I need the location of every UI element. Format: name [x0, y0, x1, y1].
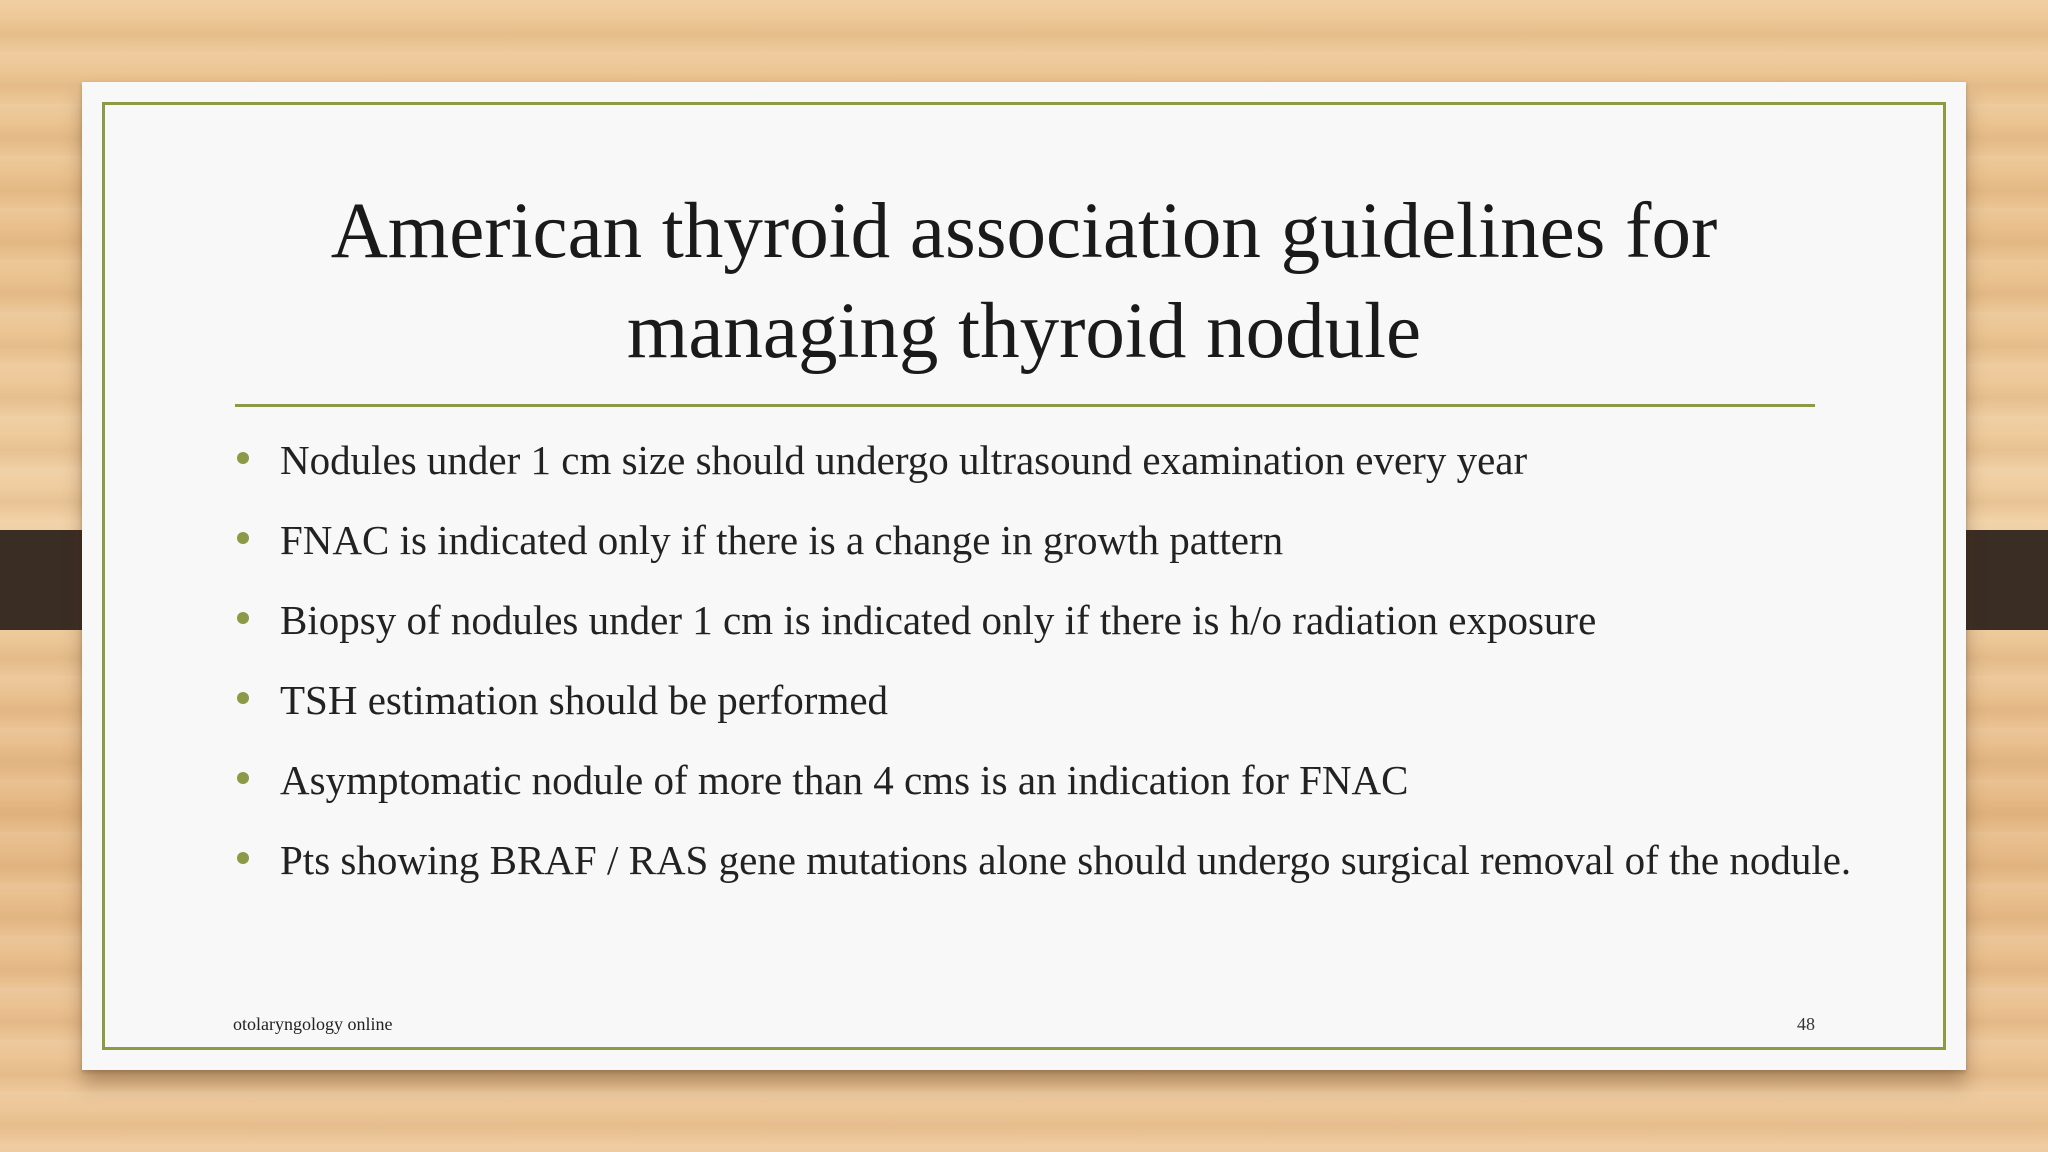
bullet-text: FNAC is indicated only if there is a change in growth pattern: [280, 517, 1284, 563]
bullet-list: [235, 432, 1855, 912]
bullet-dot-icon: [237, 852, 249, 864]
bullet-dot-icon: [237, 772, 249, 784]
title-divider: [235, 404, 1815, 407]
bullet-item: [235, 512, 1855, 568]
bullet-dot-icon: [237, 532, 249, 544]
bullet-item: [235, 432, 1855, 488]
bullet-dot-icon: [237, 452, 249, 464]
footer-source: otolaryngology online: [233, 1014, 393, 1034]
bullet-text: Pts showing BRAF / RAS gene mutations alone should undergo surgical removal of the nodule.: [280, 837, 1852, 883]
bullet-text: Nodules under 1 cm size should undergo ultrasound examination every year: [280, 437, 1528, 483]
slide-title: [82, 182, 1966, 382]
bullet-text: Biopsy of nodules under 1 cm is indicated only if there is h/o radiation exposure: [280, 597, 1597, 643]
bullet-text: TSH estimation should be performed: [280, 677, 889, 723]
bullet-item: [235, 832, 1855, 888]
bullet-item: [235, 592, 1855, 648]
bullet-text: Asymptomatic nodule of more than 4 cms is an indication for FNAC: [280, 757, 1409, 803]
title-line-1: American thyroid association guidelines for: [330, 188, 1718, 275]
slide: [82, 82, 1966, 1070]
bullet-item: [235, 752, 1855, 808]
bullet-item: [235, 672, 1855, 728]
bullet-dot-icon: [237, 612, 249, 624]
bullet-dot-icon: [237, 692, 249, 704]
title-line-2: managing thyroid nodule: [626, 288, 1422, 375]
page-number: 48: [1797, 1014, 1815, 1034]
